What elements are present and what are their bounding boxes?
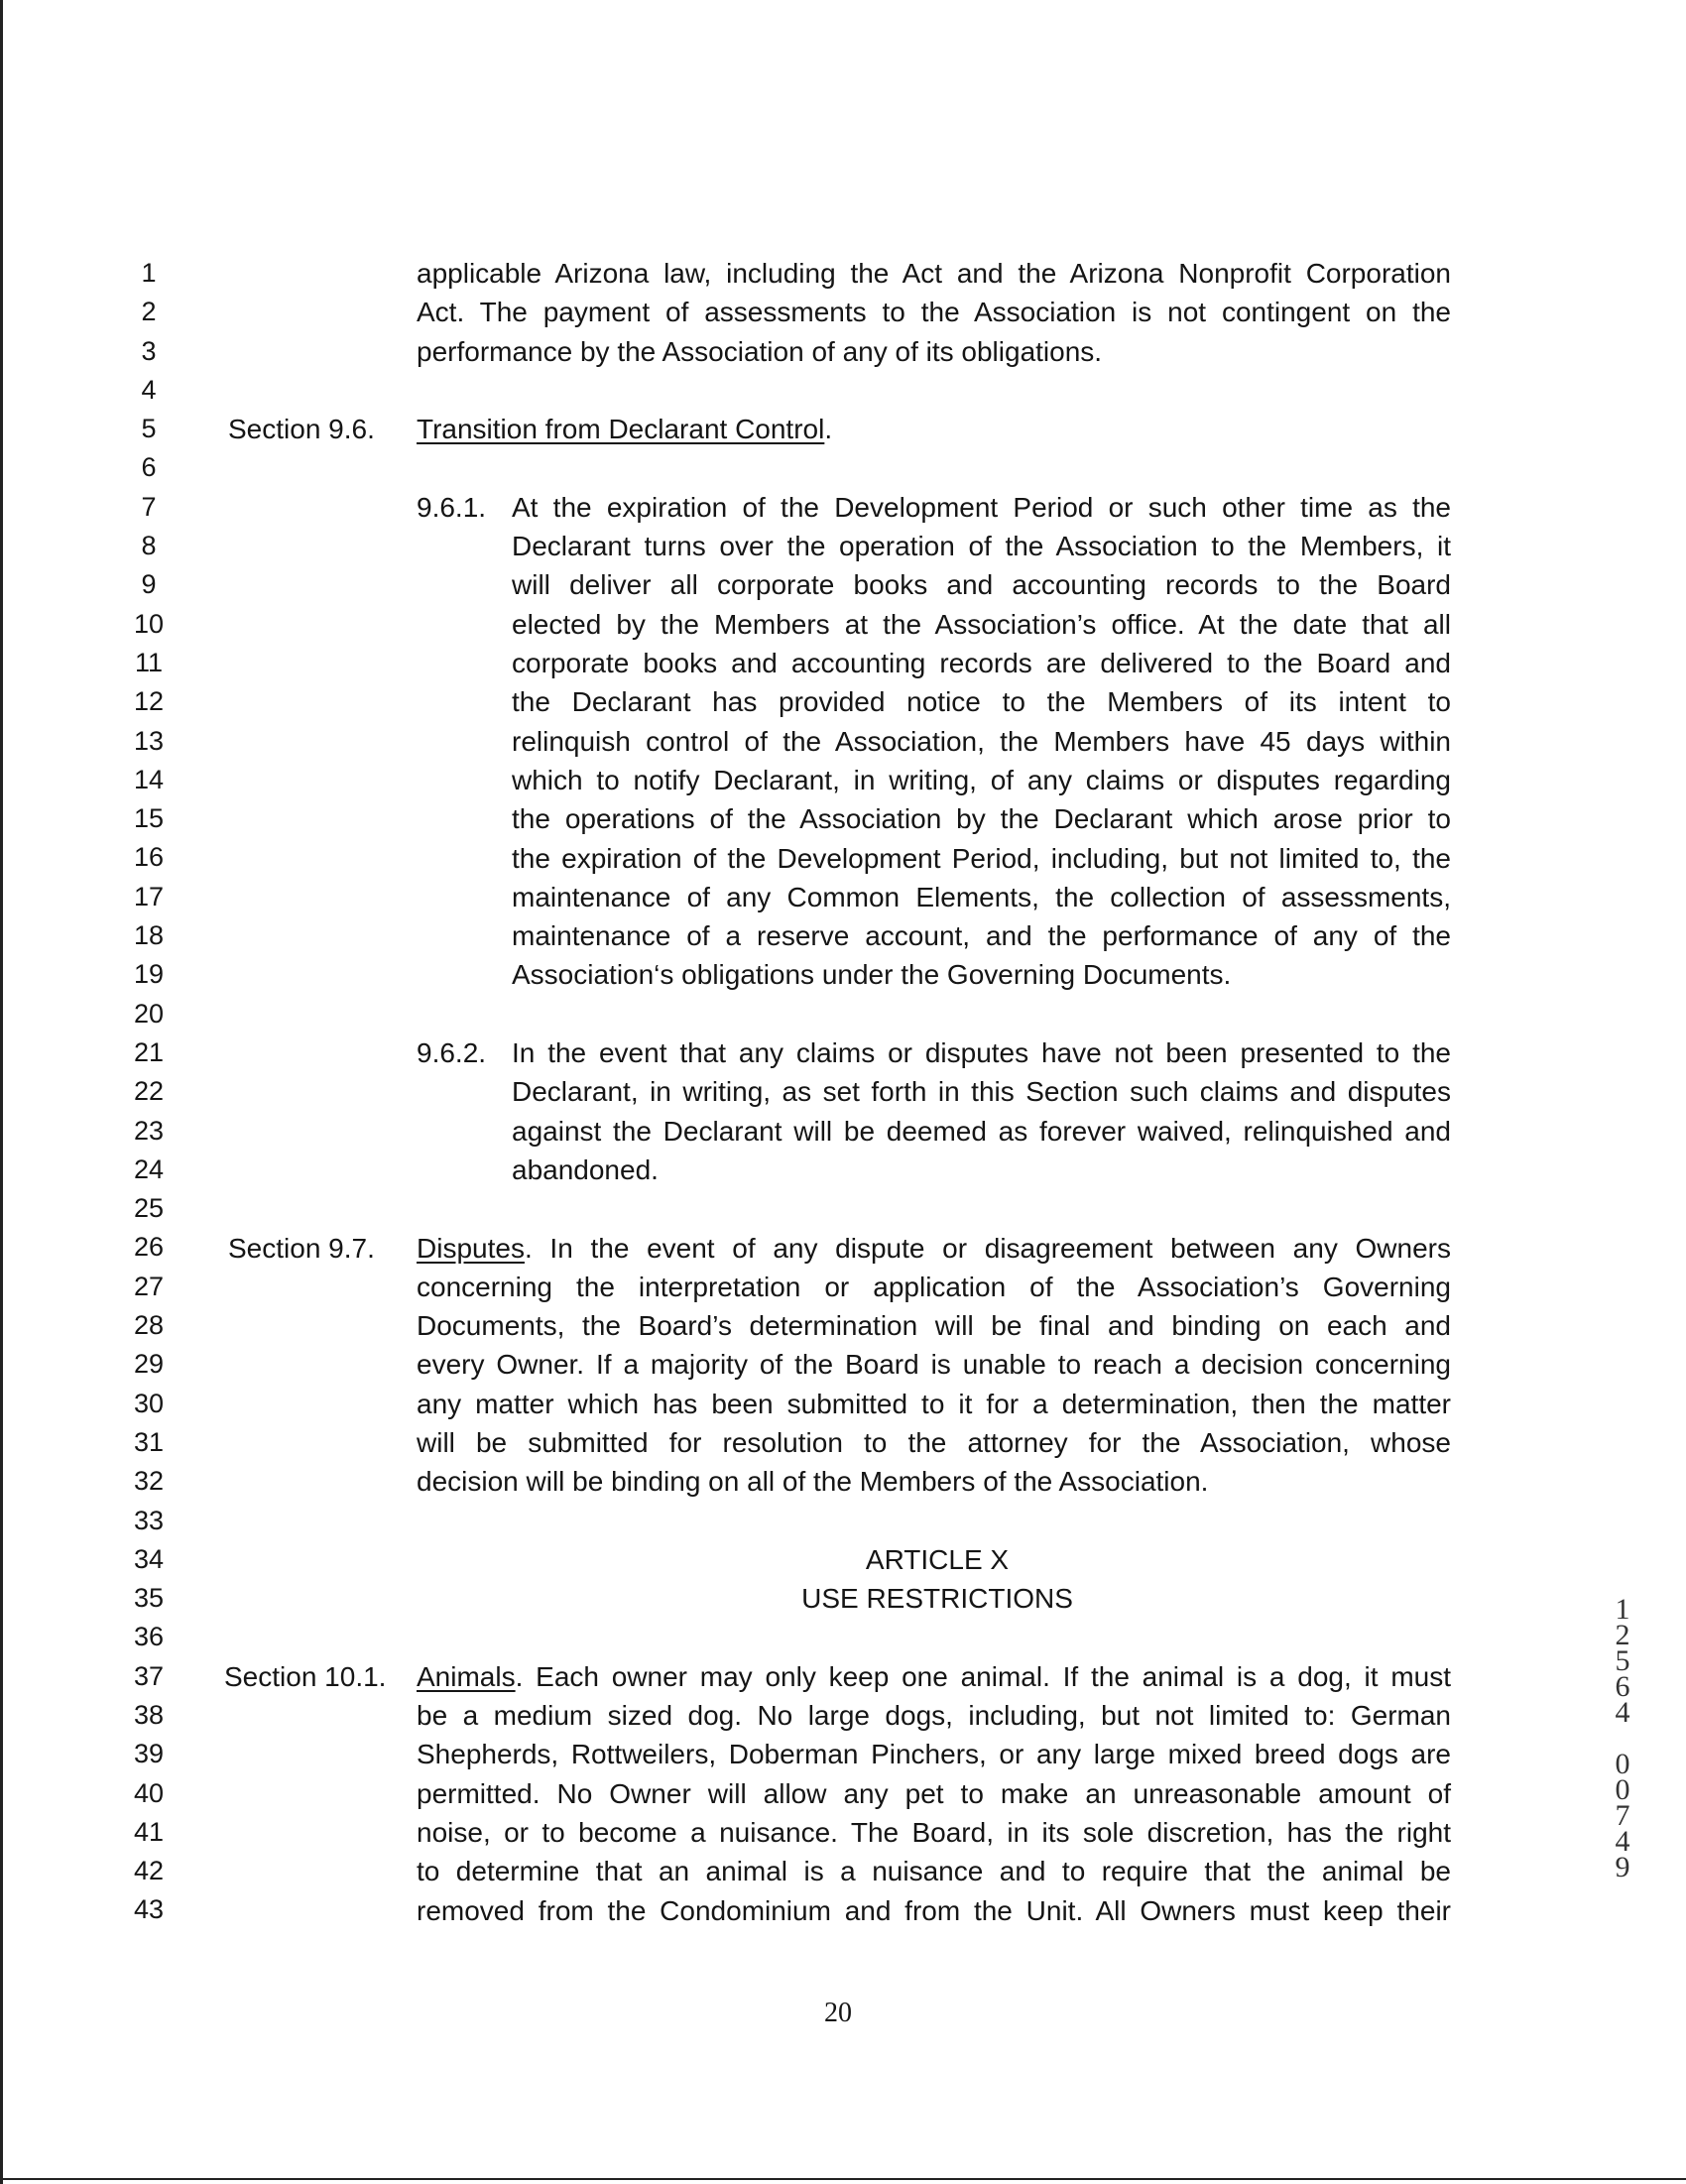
line-number: 10 (133, 608, 165, 639)
line-number: 34 (133, 1543, 165, 1574)
line-number: 36 (133, 1622, 165, 1652)
line-number: 20 (133, 998, 165, 1029)
subsection-line: At the expiration of the Development Period or such other time as the (512, 491, 1451, 523)
line-number: 21 (133, 1036, 165, 1067)
line-number: 1 (141, 258, 157, 288)
line-number: 8 (141, 531, 157, 561)
line-number: 26 (133, 1232, 165, 1263)
line-number: 13 (133, 725, 165, 756)
stamp-digit: 7 (1615, 1799, 1630, 1832)
subsection-line: corporate books and accounting records are delivered to the Board and (512, 648, 1451, 678)
subsection-line: Association‘s obligations under the Governing Documents. (512, 959, 1232, 991)
stamp-digit: 6 (1615, 1670, 1630, 1703)
line-number: 37 (133, 1660, 165, 1691)
line-number: 42 (133, 1856, 165, 1886)
line-number: 17 (133, 881, 165, 911)
line-number: 41 (133, 1816, 165, 1847)
stamp-digit: 9 (1615, 1851, 1630, 1883)
section-line: removed from the Condominium and from the Unit. All Owners must keep their (417, 1894, 1451, 1926)
intro-line: Act. The payment of assessments to the Association is not contingent on the (417, 297, 1451, 328)
recording-number-stamp (1605, 1593, 1640, 1883)
section-line: will be submitted for resolution to the attorney for the Association, whose (417, 1427, 1451, 1458)
section-line: be a medium sized dog. No large dogs, including, but not limited to: German (417, 1700, 1451, 1732)
section-first-line: Animals. Each owner may only keep one animal. If the animal is a dog, it must (417, 1660, 1451, 1692)
line-number: 27 (133, 1271, 165, 1301)
stamp-digit: 4 (1615, 1825, 1630, 1858)
line-number: 15 (133, 803, 165, 834)
section-line: decision will be binding on all of the Members of the Association. (417, 1466, 1209, 1498)
stamp-digit: 4 (1615, 1696, 1630, 1729)
bottom-scan-edge (0, 2178, 1686, 2180)
line-number: 28 (133, 1310, 165, 1341)
subsection-line: the Declarant has provided notice to the Members of its intent to (512, 686, 1451, 718)
line-number: 24 (133, 1153, 165, 1184)
section-label: Section 9.7. (228, 1232, 375, 1264)
line-number: 25 (133, 1193, 165, 1224)
section-label: Section 9.6. (228, 414, 375, 445)
line-number: 5 (141, 414, 157, 444)
section-line: Documents, the Board’s determination will be final and binding on each and (417, 1310, 1451, 1342)
section-line: permitted. No Owner will allow any pet to make an unreasonable amount of (417, 1777, 1451, 1809)
line-number: 39 (133, 1739, 165, 1769)
subsection-line: which to notify Declarant, in writing, of any claims or disputes regarding (512, 764, 1451, 795)
intro-line: performance by the Association of any of its obligations. (417, 335, 1103, 367)
subsection-label: 9.6.1. (417, 491, 487, 523)
section-line: any matter which has been submitted to it for a determination, then the matter (417, 1388, 1451, 1419)
article-number: ARTICLE X (865, 1543, 1010, 1575)
subsection-line: Declarant turns over the operation of the Association to the Members, it (512, 531, 1451, 562)
line-number: 18 (133, 920, 165, 951)
section-9-6-heading (0, 410, 1686, 448)
subsection-line: maintenance of a reserve account, and the performance of any of the (512, 920, 1451, 952)
line-number: 38 (133, 1699, 165, 1730)
page-number: 20 (824, 1998, 852, 2028)
section-line: to determine that an animal is a nuisance and to require that the animal be (417, 1856, 1451, 1887)
section-line: Shepherds, Rottweilers, Doberman Pinchers, or any large mixed breed dogs are (417, 1739, 1451, 1770)
line-number: 3 (141, 335, 157, 366)
line-number: 16 (133, 842, 165, 873)
line-number: 2 (141, 297, 157, 327)
stamp-digit: 0 (1615, 1773, 1630, 1806)
subsection-line: Declarant, in writing, as set forth in this Section such claims and disputes (512, 1076, 1451, 1108)
line-number: 29 (133, 1349, 165, 1380)
stamp-digit: 2 (1615, 1619, 1630, 1651)
line-number: 23 (133, 1115, 165, 1146)
subsection-line: will deliver all corporate books and accounting records to the Board (512, 569, 1451, 601)
line-number: 19 (133, 959, 165, 990)
line-number: 30 (133, 1388, 165, 1418)
section-line: noise, or to become a nuisance. The Board, in its sole discretion, has the right (417, 1817, 1451, 1848)
intro-line: applicable Arizona law, including the Act and the Arizona Nonprofit Corporation (417, 258, 1451, 289)
subsection-label: 9.6.2. (417, 1037, 487, 1068)
line-number: 12 (133, 686, 165, 717)
line-number: 14 (133, 764, 165, 794)
line-number: 7 (141, 491, 157, 522)
subsection-line: the operations of the Association by the Declarant which arose prior to (512, 803, 1451, 835)
section-line: every Owner. If a majority of the Board is unable to reach a decision concerning (417, 1349, 1451, 1381)
stamp-digit: 5 (1615, 1644, 1630, 1677)
line-number: 22 (133, 1076, 165, 1107)
subsection-line: abandoned. (512, 1153, 659, 1185)
line-number: 43 (133, 1894, 165, 1925)
subsection-line: maintenance of any Common Elements, the collection of assessments, (512, 881, 1451, 912)
subsection-line: against the Declarant will be deemed as forever waived, relinquished and (512, 1115, 1451, 1147)
subsection-line: relinquish control of the Association, the Members have 45 days within (512, 725, 1451, 757)
section-label: Section 10.1. (224, 1660, 387, 1692)
section-first-line: Disputes. In the event of any dispute or disagreement between any Owners (417, 1232, 1451, 1264)
line-number: 6 (141, 452, 157, 483)
line-number: 40 (133, 1777, 165, 1808)
line-number: 9 (141, 569, 157, 600)
line-number: 11 (134, 647, 164, 677)
subsection-line: the expiration of the Development Period, including, but not limited to, the (512, 842, 1451, 874)
line-number: 35 (133, 1583, 165, 1614)
line-number: 32 (133, 1466, 165, 1497)
stamp-digit: 1 (1615, 1593, 1630, 1626)
line-number: 33 (133, 1505, 165, 1535)
line-number: 31 (133, 1426, 165, 1457)
article-title: USE RESTRICTIONS (801, 1583, 1073, 1615)
stamp-digit: 0 (1615, 1748, 1630, 1780)
section-line: concerning the interpretation or application of the Association’s Governing (417, 1271, 1451, 1302)
section-title: Transition from Declarant Control. (417, 414, 833, 445)
subsection-line: In the event that any claims or disputes have not been presented to the (512, 1037, 1451, 1068)
subsection-line: elected by the Members at the Association’s office. At the date that all (512, 608, 1451, 640)
line-number: 4 (141, 374, 157, 405)
